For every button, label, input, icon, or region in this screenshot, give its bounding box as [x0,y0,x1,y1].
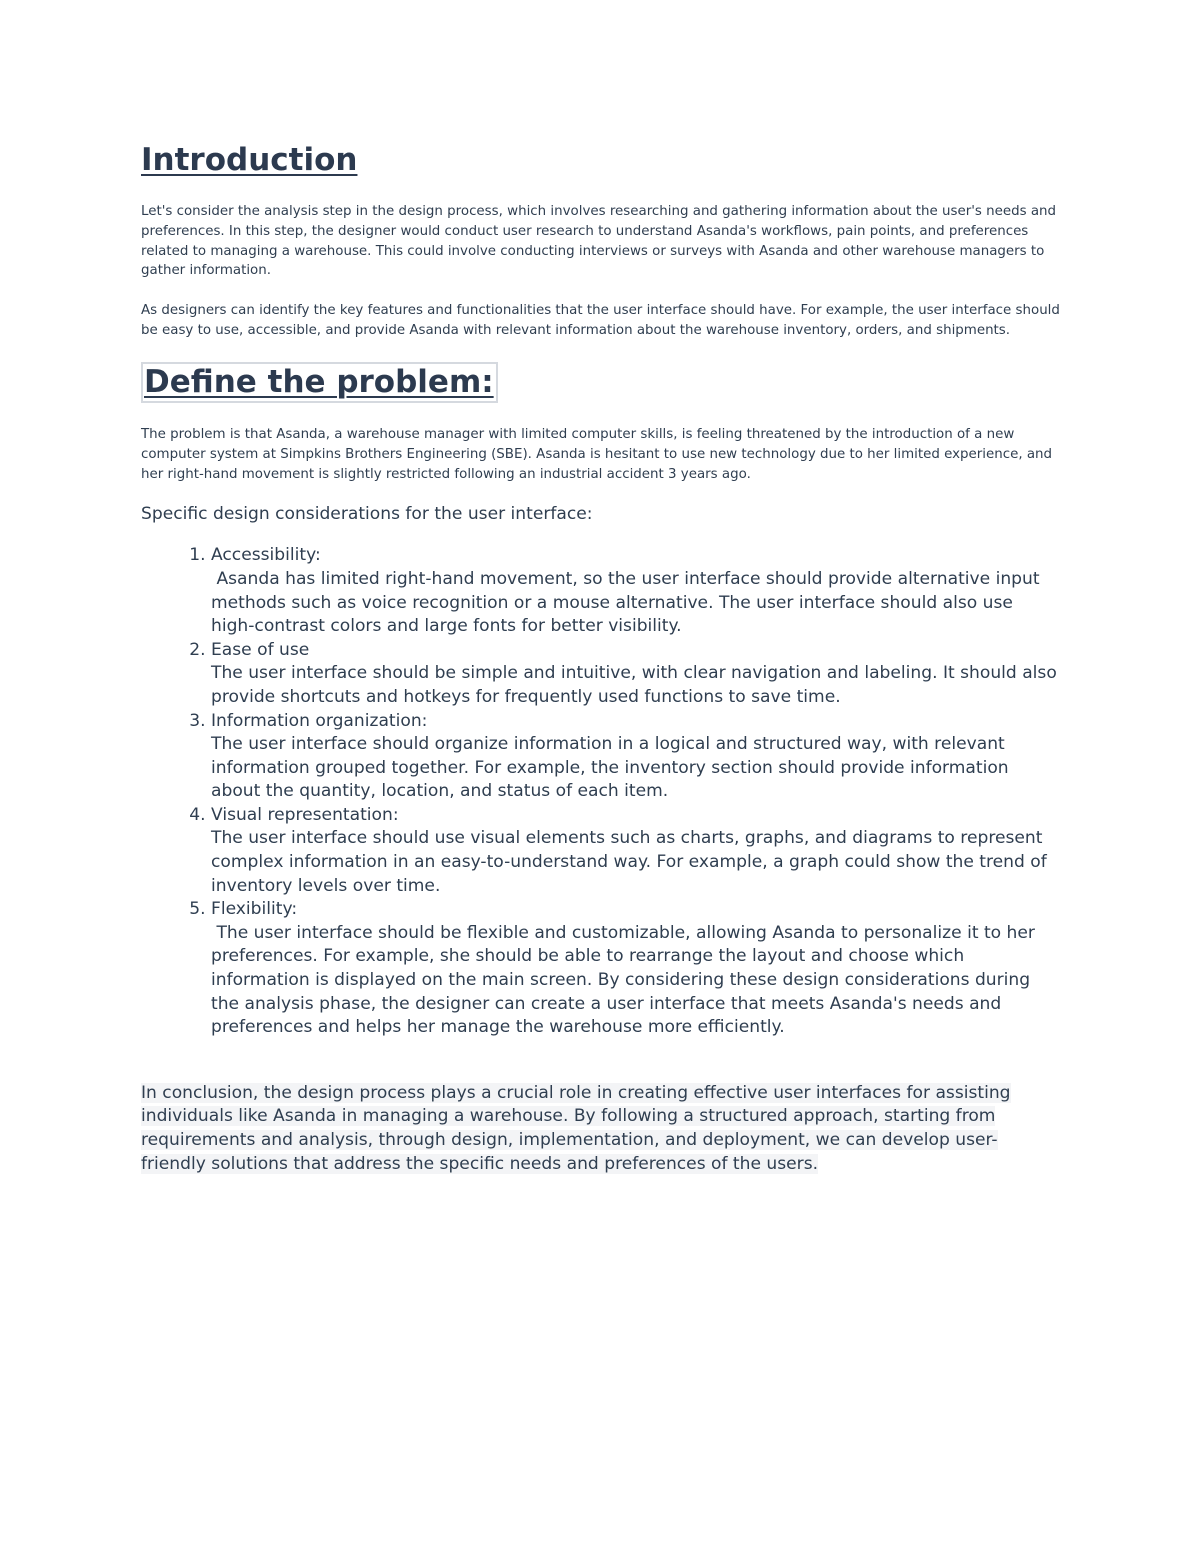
conclusion-text: In conclusion, the design process plays a crucial role in creating effective user interfaces for assisting individuals like Asanda in managing a warehouse. By following a structured approach, starting from requirements and analysis, through design, implementation, and deployment, we can develop user-friendly solutions that address the specific needs and preferences of the users. [141,1082,1011,1174]
list-item [211,710,1061,804]
introduction-heading: Introduction [141,142,358,178]
consideration-title: 4. Visual representation: [211,804,399,825]
define-problem-heading: Define the problem: [141,362,498,403]
introduction-paragraph-1: Let's consider the analysis step in the design process, which involves researching and gathering information about the user's needs and preferences. In this step, the designer would conduct user research to understand Asanda's workflows, pain points, and preferences related to managing a warehouse. This could involve conducting interviews or surveys with Asanda and other warehouse managers to gather information. [141,204,1057,279]
problem-paragraph: The problem is that Asanda, a warehouse manager with limited computer skills, is feeling threatened by the introduction of a new computer system at Simpkins Brothers Engineering (SBE). Asanda is hesitant to use new technology due to her limited experience, and her right-hand movement is slightly restricted following an industrial accident 3 years ago. [141,427,1053,482]
consideration-description: The user interface should be flexible and customizable, allowing Asanda to personalize it to her preferences. For example, she should be able to rearrange the layout and choose which information is displayed on the main screen. By considering these design considerations during the analysis phase, the designer can create a user interface that meets Asanda's needs and preferences and helps her manage the warehouse more efficiently. [211,922,1041,1038]
considerations-list [141,544,1061,1039]
list-item [211,804,1061,898]
consideration-title: 2. Ease of use [211,639,310,660]
list-item [211,898,1061,1040]
consideration-description: The user interface should be simple and intuitive, with clear navigation and labeling. It should also provide shortcuts and hotkeys for frequently used functions to save time. [211,663,1057,707]
consideration-description: The user interface should organize information in a logical and structured way, with relevant information grouped together. For example, the inventory section should provide information about the quantity, location, and status of each item. [211,734,1009,802]
document-page [141,140,1061,1176]
considerations-heading: Specific design considerations for the user interface: [141,503,593,524]
conclusion-paragraph [141,1082,1061,1176]
consideration-title: 5. Flexibility: [211,899,298,920]
list-item [211,544,1061,638]
introduction-paragraph-2: As designers can identify the key features and functionalities that the user interface should have. For example, the user interface should be easy to use, accessible, and provide Asanda with relevant information about the warehouse inventory, orders, and shipments. [141,302,1060,338]
consideration-description: Asanda has limited right-hand movement, so the user interface should provide alternative input methods such as voice recognition or a mouse alternative. The user interface should also use high-contrast colors and large fonts for better visibility. [211,568,1045,637]
consideration-title: 1. Accessibility: [211,545,321,566]
consideration-title: 3. Information organization: [211,710,428,731]
consideration-description: The user interface should use visual elements such as charts, graphs, and diagrams to represent complex information in an easy-to-understand way. For example, a graph could show the trend of inventory levels over time. [211,828,1047,896]
list-item [211,639,1061,710]
